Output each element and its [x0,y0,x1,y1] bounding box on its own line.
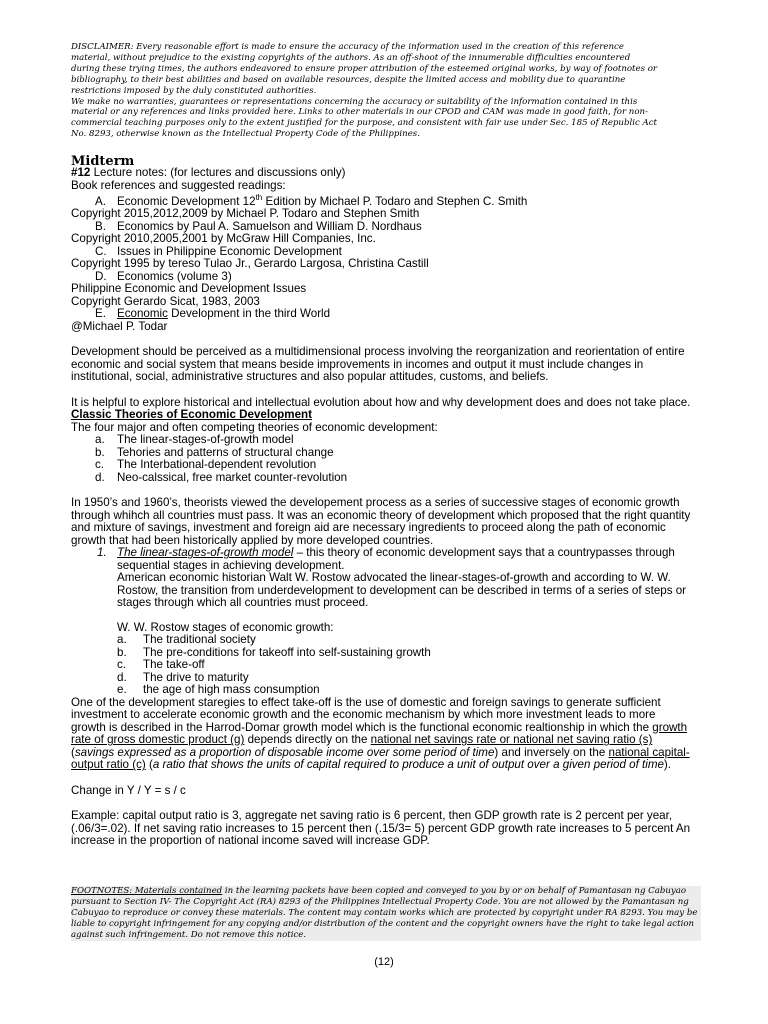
page-number: (12) [374,956,394,968]
theory-item: c. The Interbational-dependent revolution [95,458,317,472]
theory-item: b. Tehories and patterns of structural change [95,445,334,459]
reference-subtitle: Philippine Economic and Development Issues [71,282,307,296]
disclaimer-line: commercial teaching purposes only to the extent justified for the purpose, and consistent with fair use under Sec. 185 of Republic Act [71,118,657,129]
lecture-number: #12 [71,166,91,179]
reference-item: C. Issues in Philippine Economic Development [95,244,342,258]
theory-item: a. The linear-stages-of-growth model [95,433,294,447]
stage-item: b. The pre-conditions for takeoff into self-sustaining growth [117,645,431,659]
growth-formula: Change in Y / Y = s / c [71,783,186,797]
reference-copyright: Copyright 1995 by tereso Tulao Jr., Gerardo Largosa, Christina Castill [71,257,429,271]
reference-copyright: Copyright 2015,2012,2009 by Michael P. Todaro and Stephen Smith [71,207,420,221]
paragraph: It is helpful to explore historical and intellectual evolution about how and why development does and does not take place. [71,395,691,409]
reference-author: @Michael P. Todar [71,319,168,333]
lecture-title-line [71,167,691,180]
footnote-text: in the learning packets have been copied and conveyed to you by or on behalf of Pamantasan ng Cabuyao pursuant to Section IV- The Copyright Act (RA) 8293 of the Philippines Intellectual Property Code. You are not allowed by the Pamantasan ng Cabuyao to reproduce or convey these materials. The content may contain works which are protected by copyright under RA 8293. You may be liable to copyright infringement for any copying and/or distribution of the content and the copyright owners have the right to take legal action against such infringement. Do not remove this notice. [71,886,698,940]
disclaimer-line: during these trying times, the authors endeavored to ensure proper attribution of the esteemed original works, by way of footnotes or [71,63,658,74]
theory-item: d. Neo-calssical, free market counter-revolution [95,470,348,484]
reference-item: D. Economics (volume 3) [95,269,232,283]
reference-item: E. Economic Development in the third World [95,307,331,321]
reference-copyright: Copyright Gerardo Sicat, 1983, 2003 [71,294,260,308]
reference-copyright: Copyright 2010,2005,2001 by McGraw Hill Companies, Inc. [71,232,376,246]
linear-stages-title: The linear-stages-of-growth model [117,546,294,560]
paragraph: American economic historian Walt W. Rostow advocated the linear-stages-of-growth and according to W. W. Rostow, the transition from underdevelopment to development can be described in terms of a series of steps or stages through which all countries must proceed. [117,571,687,610]
disclaimer-line: restrictions imposed by the duly constituted authorities. [71,85,317,96]
harrod-domar-paragraph: One of the development staregies to effect take-off is the use of domestic and foreign savings to generate sufficient investment to accelerate economic growth and the economic mechanism by which more investment leads to more growth is described in the Harrod-Domar growth model which is the functional economic realtionship in which the growth rate of gross domestic product (g) depends directly on the national net savings rate or national net saving ratio (s) (savings expressed as a proportion of disposable income over some period of time) and inversely on the national capital-output ratio (c) (a ratio that shows the units of capital required to produce a unit of output over a given period of time). [71,695,690,772]
stage-item: d. The drive to maturity [117,670,249,684]
footnote [71,886,701,941]
paragraph: In 1950’s and 1960’s, theorists viewed the developement process as a series of successive stages of economic growth through whihch all countries must pass. It was an economic theory of development which proposed that the right quantity and mixture of savings, investment and foreign aid are necessary ingredients to proceed along the path of economic growth that had been historically applied by more developed countries. [71,496,691,547]
disclaimer [71,42,671,140]
footnote-label: FOOTNOTES: Materials contained [71,886,223,896]
disclaimer-line: No. 8293, otherwise known as the Intellectual Property Code of the Philippines. [71,129,420,140]
disclaimer-line: We make no warranties, guarantees or representations concerning the accuracy or suitability of the information contained in this [71,96,638,107]
example-paragraph: Example: capital output ratio is 3, aggregate net saving ratio is 6 percent, then GDP growth rate is 2 percent per year, (.06/3=.02). If net saving ratio increases to 15 percent then (.15/3= 5) percent GDP growth rate increases to 5 percent An increase in the proportion of national income saved will increase GDP. [71,809,691,848]
reference-item: A. Economic Development 12th Edition by Michael P. Todaro and Stephen C. Smith [95,193,528,208]
economic-link[interactable]: Economic [117,307,168,321]
reference-item: B. Economics by Paul A. Samuelson and William D. Nordhaus [95,219,422,233]
paragraph: Development should be perceived as a multidimensional process involving the reorganization and reorientation of entire economic and social system that means beside improvements in incomes and output it must include changes in institutional, social, administrative structures and also popular attitudes, customs, and beliefs. [71,345,685,384]
disclaimer-line: DISCLAIMER: Every reasonable effort is made to ensure the accuracy of the information used in the creation of this reference [71,42,624,52]
stage-item: e. the age of high mass consumption [117,683,320,697]
section-heading: Midterm [71,154,135,169]
linear-stages-item: 1. The linear-stages-of-growth model – this theory of economic development says that a countrypasses through sequential stages in achieving development. American economic historian Walt W. Rostow advocated the linear-stages-of-growth and according to W. W. Rostow, the transition from underdevelopment to development can be described in terms of a series of steps or stages through which all countries must proceed. W. W. Rostow stages of economic growth: [71,547,691,634]
rostow-title: W. W. Rostow stages of economic growth: [117,620,334,634]
book-intro: Book references and suggested readings: [71,178,286,192]
disclaimer-line: bibliography, to their best abilities and based on available resources, despite the limited access and mobility due to quarantine [71,74,626,85]
stage-item: c. The take-off [117,658,205,672]
lecture-body [71,167,691,848]
disclaimer-line: material or any references and links provided here. Links to other materials in our CPOD and CAM was made in good faith, for non- [71,107,648,118]
stage-item: a. The traditional society [117,633,256,647]
lecture-title: Lecture notes: (for lectures and discussions only) [90,166,346,179]
disclaimer-line: material, without prejudice to the existing copyrights of the authors. As an off-shoot of the innumerable difficulties encountered [71,52,631,63]
classic-theories-intro: The four major and often competing theories of economic development: [71,420,438,434]
classic-theories-title: Classic Theories of Economic Development [71,408,312,422]
